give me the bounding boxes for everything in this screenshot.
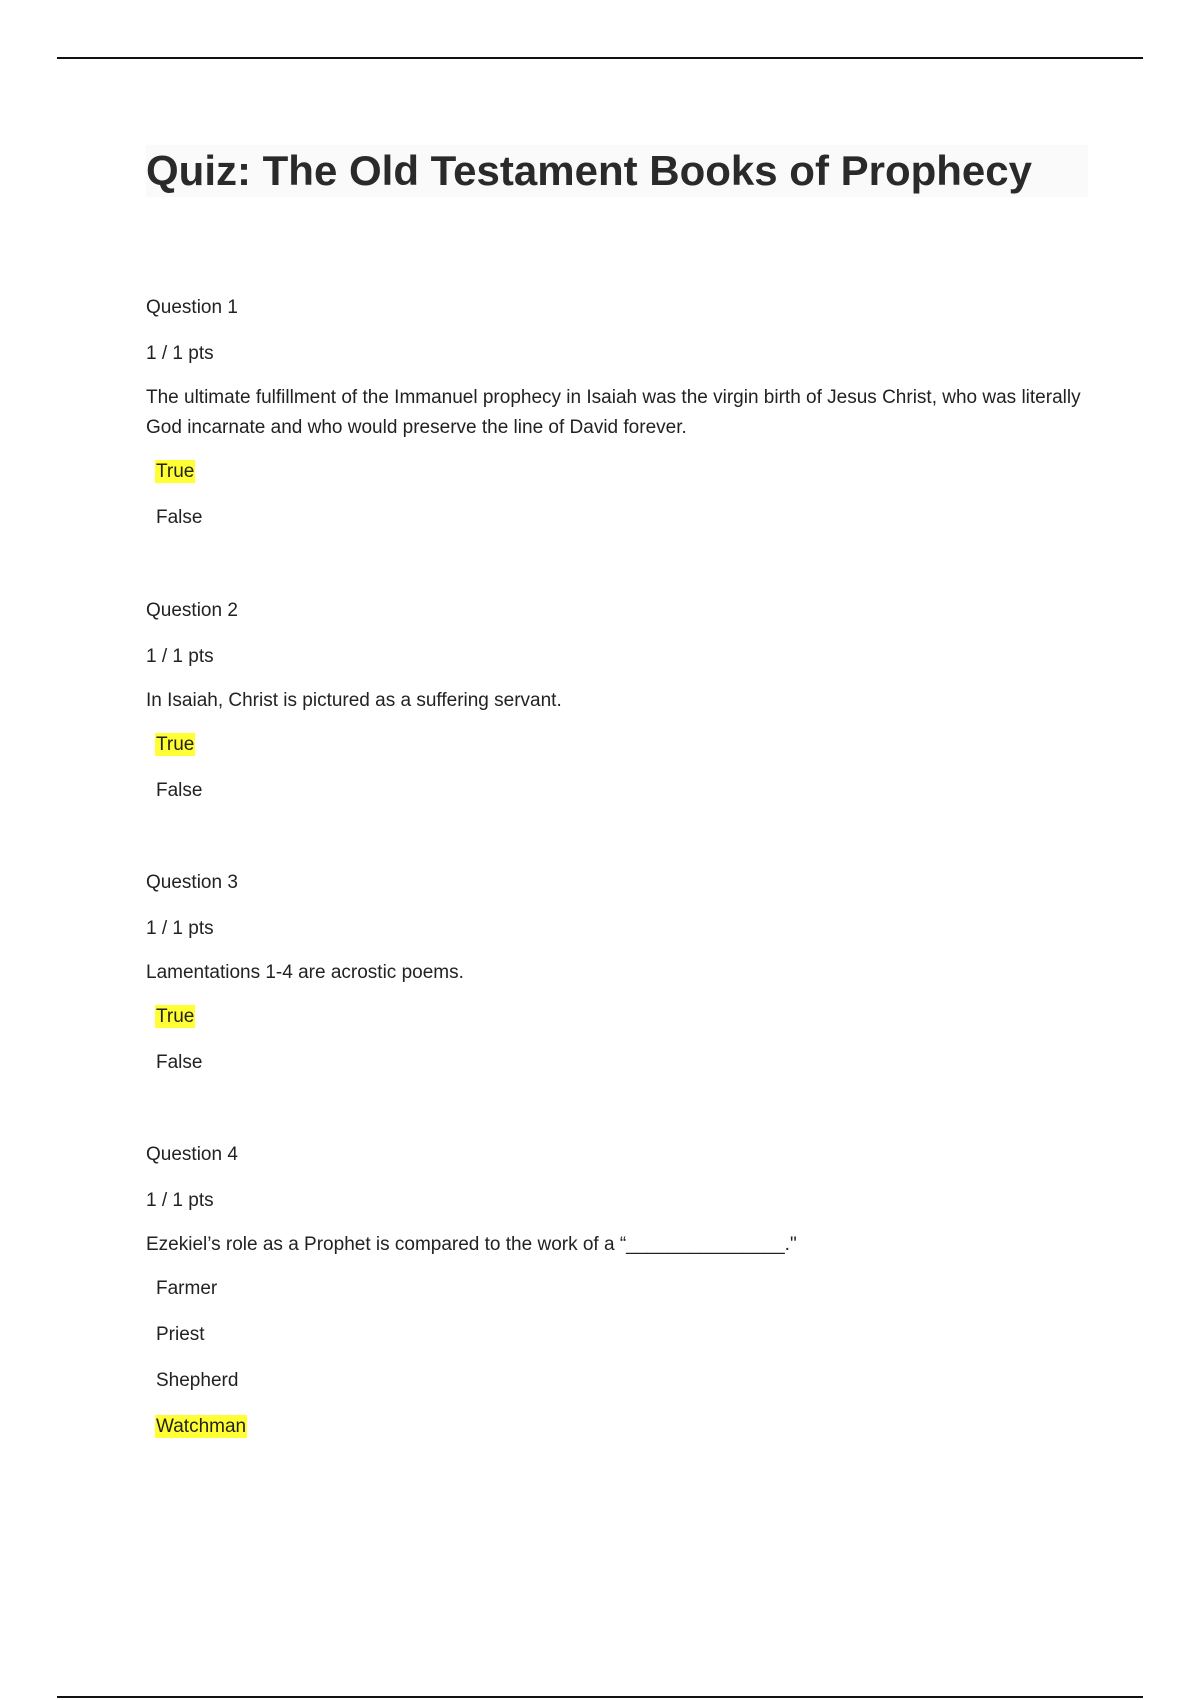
answer-label: Shepherd: [156, 1370, 239, 1391]
question-points: 1 / 1 pts: [146, 1190, 214, 1211]
question-label: Question 3: [146, 872, 238, 893]
answer-list: [146, 457, 1096, 533]
footer-rule: [57, 1696, 1143, 1698]
answer-option[interactable]: [155, 503, 1096, 533]
answer-label: False: [156, 1052, 203, 1073]
question-3: [146, 868, 1096, 1094]
answer-label: True: [156, 1006, 195, 1027]
answer-label: True: [156, 461, 195, 482]
answer-label: False: [156, 780, 203, 801]
question-text: The ultimate fulfillment of the Immanuel prophecy in Isaiah was the virgin birth of Jesus Christ, who was literally God incarnate and who would preserve the line of David forever.: [146, 387, 1081, 438]
page-title: Quiz: The Old Testament Books of Prophecy: [146, 147, 1032, 194]
answer-option[interactable]: [155, 1274, 1096, 1304]
answer-option[interactable]: [155, 1048, 1096, 1078]
answer-list: [146, 1002, 1096, 1078]
question-2: [146, 596, 1096, 822]
question-text: Lamentations 1-4 are acrostic poems.: [146, 962, 464, 983]
question-points: 1 / 1 pts: [146, 343, 214, 364]
answer-option-selected[interactable]: [155, 730, 1096, 760]
answer-list: [146, 1274, 1096, 1442]
question-1: [146, 293, 1096, 549]
answer-label: Priest: [156, 1324, 205, 1345]
answer-option[interactable]: [155, 776, 1096, 806]
answer-label: True: [156, 734, 195, 755]
question-text: Ezekiel’s role as a Prophet is compared to the work of a “_______________.": [146, 1234, 797, 1255]
title-block: [146, 145, 1088, 197]
answer-option[interactable]: [155, 1320, 1096, 1350]
answer-label: Farmer: [156, 1278, 218, 1299]
question-label: Question 2: [146, 600, 238, 621]
answer-label: False: [156, 507, 203, 528]
answer-list: [146, 730, 1096, 806]
question-4: [146, 1140, 1096, 1458]
answer-label: Watchman: [156, 1416, 247, 1437]
answer-option[interactable]: [155, 1366, 1096, 1396]
question-points: 1 / 1 pts: [146, 918, 214, 939]
question-text: In Isaiah, Christ is pictured as a suffering servant.: [146, 690, 562, 711]
answer-option-selected[interactable]: [155, 457, 1096, 487]
answer-option-selected[interactable]: [155, 1412, 1096, 1442]
question-label: Question 4: [146, 1144, 238, 1165]
question-label: Question 1: [146, 297, 238, 318]
answer-option-selected[interactable]: [155, 1002, 1096, 1032]
question-points: 1 / 1 pts: [146, 646, 214, 667]
header-rule: [57, 57, 1143, 59]
